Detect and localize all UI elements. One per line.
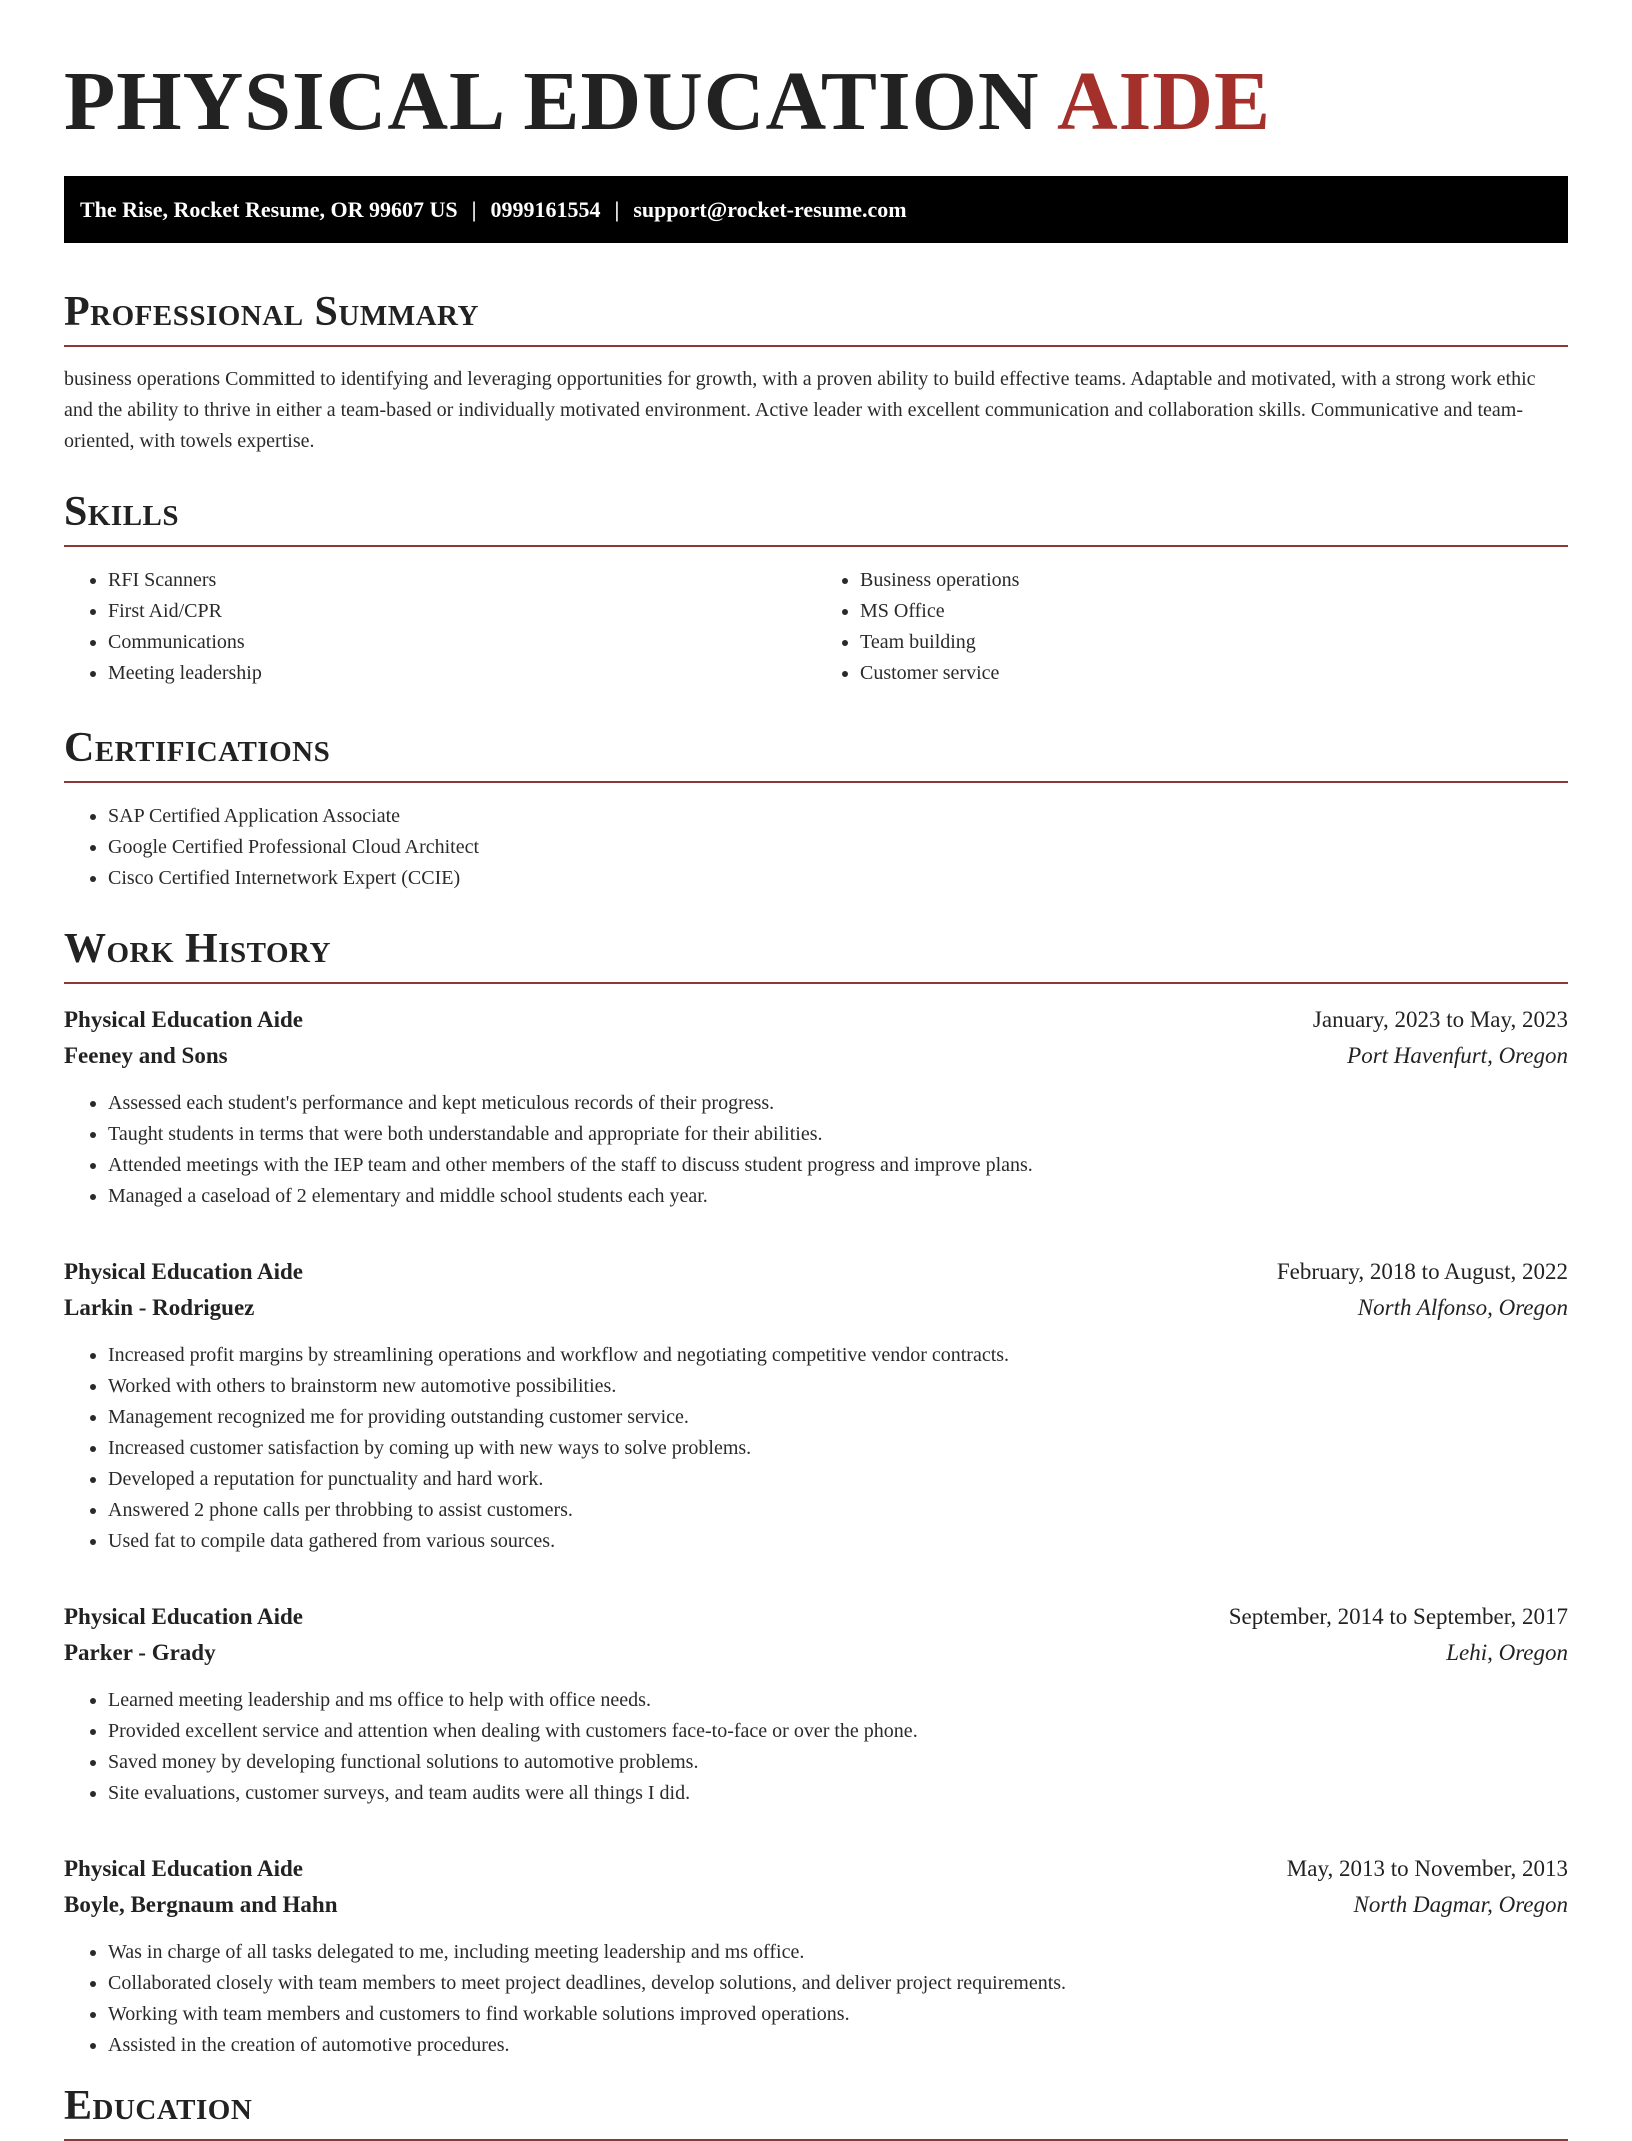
- job-title: Physical Education Aide: [64, 1007, 303, 1032]
- skill-item: • First Aid/CPR: [108, 596, 816, 627]
- job-duty: • Site evaluations, customer surveys, and team audits were all things I did.: [108, 1778, 1568, 1809]
- job-entry: [64, 1599, 1568, 1809]
- skills-grid: [64, 565, 1568, 689]
- job-dates: February, 2018 to August, 2022: [1276, 1259, 1568, 1284]
- job-subheader-row: [64, 1038, 1568, 1074]
- job-title: Physical Education Aide: [64, 1259, 303, 1284]
- job-entry: [64, 1254, 1568, 1557]
- job-title: Physical Education Aide: [64, 1604, 303, 1629]
- job-duty: • Taught students in terms that were both understandable and appropriate for their abilities.: [108, 1119, 1568, 1150]
- skills-heading: Skills: [64, 487, 1568, 547]
- job-duty: • Worked with others to brainstorm new automotive possibilities.: [108, 1371, 1568, 1402]
- job-entry: [64, 1851, 1568, 2061]
- job-duty: • Answered 2 phone calls per throbbing to assist customers.: [108, 1495, 1568, 1526]
- job-header-row: [64, 1851, 1568, 1887]
- job-entry: [64, 1002, 1568, 1212]
- contact-bar: [64, 176, 1568, 243]
- job-dates: September, 2014 to September, 2017: [1228, 1604, 1568, 1629]
- skill-item: • Customer service: [860, 658, 1568, 689]
- job-duty: • Provided excellent service and attention when dealing with customers face-to-face or over the phone.: [108, 1716, 1568, 1747]
- certifications-heading: Certifications: [64, 723, 1568, 783]
- summary-text: business operations Committed to identifying and leveraging opportunities for growth, with a proven ability to build effective teams. Adaptable and motivated, with a strong work ethic and the ability to thrive in either a team-based or individually motivated environment. Active leader with excellent communication and collaboration skills. Communicative and team-oriented, with towels expertise.: [64, 368, 1536, 452]
- job-duties-list: [64, 1088, 1568, 1212]
- skill-item: • Meeting leadership: [108, 658, 816, 689]
- job-dates: May, 2013 to November, 2013: [1286, 1856, 1568, 1881]
- certification-item: • Cisco Certified Internetwork Expert (CCIE): [108, 863, 1568, 894]
- job-location: North Dagmar, Oregon: [1353, 1892, 1568, 1917]
- job-duty: • Working with team members and customers to find workable solutions improved operations.: [108, 1999, 1568, 2030]
- job-duty: • Used fat to compile data gathered from various sources.: [108, 1526, 1568, 1557]
- job-subheader-row: [64, 1887, 1568, 1923]
- contact-separator: |: [614, 197, 620, 222]
- job-header-row: [64, 1254, 1568, 1290]
- job-duty: • Assisted in the creation of automotive procedures.: [108, 2030, 1568, 2061]
- job-company: Feeney and Sons: [64, 1043, 228, 1068]
- job-company: Parker - Grady: [64, 1640, 216, 1665]
- title-accent: AIDE: [1056, 55, 1272, 148]
- job-company: Boyle, Bergnaum and Hahn: [64, 1892, 338, 1917]
- contact-email[interactable]: support@rocket-resume.com: [633, 197, 907, 222]
- skills-column-left: [64, 565, 816, 689]
- job-duty: • Increased profit margins by streamlining operations and workflow and negotiating competitive vendor contracts.: [108, 1340, 1568, 1371]
- skills-list-left: [64, 565, 816, 689]
- job-duty: • Management recognized me for providing outstanding customer service.: [108, 1402, 1568, 1433]
- job-location: North Alfonso, Oregon: [1357, 1295, 1568, 1320]
- contact-separator: |: [471, 197, 477, 222]
- skill-item: • Communications: [108, 627, 816, 658]
- job-subheader-row: [64, 1635, 1568, 1671]
- job-duty: • Increased customer satisfaction by coming up with new ways to solve problems.: [108, 1433, 1568, 1464]
- job-duty: • Assessed each student's performance and kept meticulous records of their progress.: [108, 1088, 1568, 1119]
- job-location: Lehi, Oregon: [1446, 1640, 1568, 1665]
- resume-title: [64, 0, 1568, 148]
- education-heading: Education: [64, 2081, 1568, 2141]
- skill-item: • Team building: [860, 627, 1568, 658]
- job-duty: • Saved money by developing functional solutions to automotive problems.: [108, 1747, 1568, 1778]
- job-subheader-row: [64, 1290, 1568, 1326]
- title-main: PHYSICAL EDUCATION: [64, 55, 1040, 148]
- job-duties-list: [64, 1685, 1568, 1809]
- job-dates: January, 2023 to May, 2023: [1312, 1007, 1568, 1032]
- certifications-list: [64, 801, 1568, 894]
- skill-item: • MS Office: [860, 596, 1568, 627]
- job-duties-list: [64, 1340, 1568, 1557]
- certification-item: • Google Certified Professional Cloud Architect: [108, 832, 1568, 863]
- job-duty: • Collaborated closely with team members to meet project deadlines, develop solutions, and deliver project requirements.: [108, 1968, 1568, 1999]
- job-duty: • Learned meeting leadership and ms office to help with office needs.: [108, 1685, 1568, 1716]
- skills-list-right: [816, 565, 1568, 689]
- summary-heading: Professional Summary: [64, 287, 1568, 347]
- skill-item: • Business operations: [860, 565, 1568, 596]
- job-header-row: [64, 1599, 1568, 1635]
- contact-phone[interactable]: 0999161554: [490, 197, 601, 222]
- job-duty: • Developed a reputation for punctuality and hard work.: [108, 1464, 1568, 1495]
- contact-address: The Rise, Rocket Resume, OR 99607 US: [80, 197, 458, 222]
- job-duty: • Managed a caseload of 2 elementary and middle school students each year.: [108, 1181, 1568, 1212]
- job-company: Larkin - Rodriguez: [64, 1295, 255, 1320]
- skills-column-right: [816, 565, 1568, 689]
- job-header-row: [64, 1002, 1568, 1038]
- job-location: Port Havenfurt, Oregon: [1347, 1043, 1568, 1068]
- job-duty: • Attended meetings with the IEP team and other members of the staff to discuss student progress and improve plans.: [108, 1150, 1568, 1181]
- job-duty: • Was in charge of all tasks delegated to me, including meeting leadership and ms office.: [108, 1937, 1568, 1968]
- certification-item: • SAP Certified Application Associate: [108, 801, 1568, 832]
- job-title: Physical Education Aide: [64, 1856, 303, 1881]
- job-duties-list: [64, 1937, 1568, 2061]
- work-history-heading: Work History: [64, 924, 1568, 984]
- skill-item: • RFI Scanners: [108, 565, 816, 596]
